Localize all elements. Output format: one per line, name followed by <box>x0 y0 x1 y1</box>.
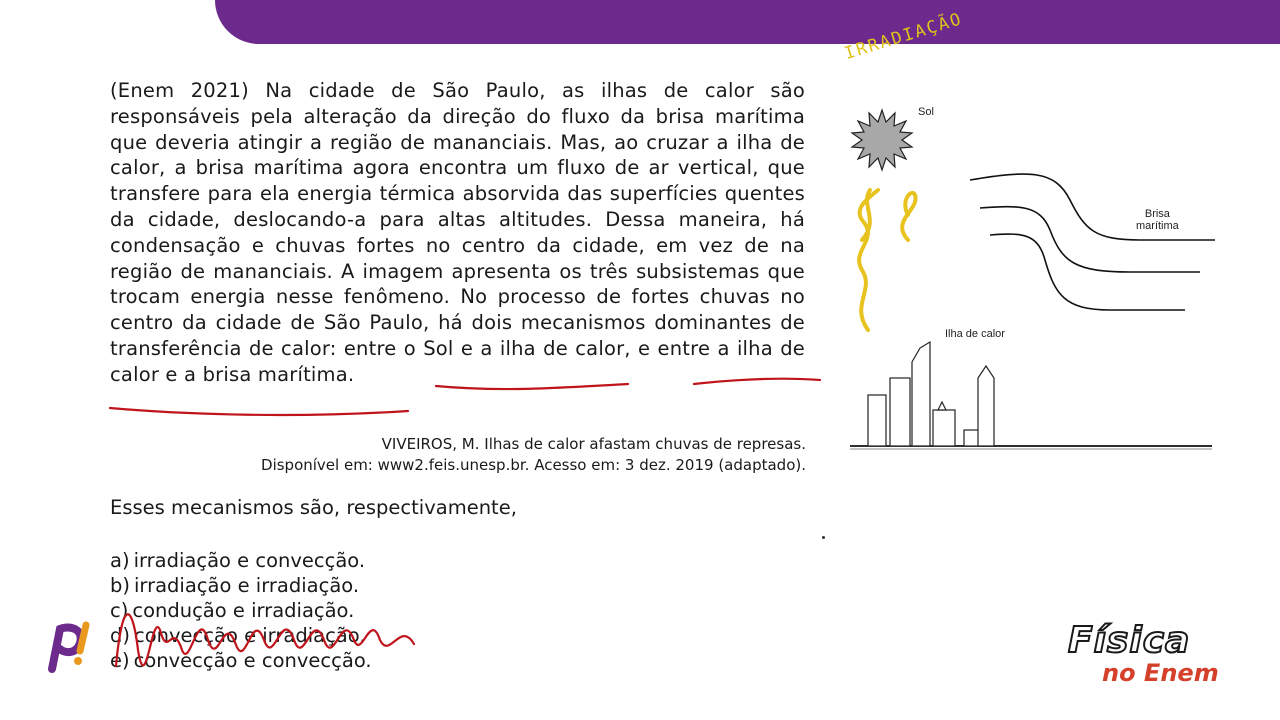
sun-label: Sol <box>918 106 934 118</box>
question-paragraph: (Enem 2021) Na cidade de São Paulo, as ilhas de calor são responsáveis pela alteração da direção do fluxo da brisa marítima que deveria atingir a região de mananciais. Mas, ao cruzar a ilha de calor, a brisa marítima agora encontra um fluxo de ar vertical, que transfere para ela energia térmica absorvida das superfícies quentes da cidade, deslocando-a para altas altitudes. Dessa maneira, há condensação e chuvas fortes no centro da cidade, em vez de na região de mananciais. A imagem apresenta os três subsistemas que trocam energia nesse fenômeno. No processo de fortes chuvas no centro da cidade de São Paulo, há dois mecanismos dominantes de transferência de calor: entre o Sol e a ilha de calor, e entre a ilha de calor e a brisa marítima. <box>110 79 805 386</box>
option-letter: c) <box>110 599 129 622</box>
brand-line-2: no Enem <box>1102 659 1219 687</box>
underline-entre-ilha-2 <box>110 408 408 415</box>
heat-arrows <box>859 190 915 330</box>
option-text: convecção e convecção. <box>133 649 372 672</box>
option-text: irradiação e convecção. <box>133 549 366 572</box>
option-e[interactable] <box>110 648 372 673</box>
handwritten-annotation: IRRADIAÇÃO <box>842 9 966 64</box>
source-citation <box>200 434 806 476</box>
fisica-no-enem-brand <box>1068 622 1219 686</box>
option-text: convecção e irradiação. <box>134 624 366 647</box>
brand-line-1: Física <box>1068 620 1191 661</box>
stray-dot <box>822 536 825 539</box>
breeze-label-line-2: marítima <box>1136 220 1179 232</box>
breeze-label-line-1: Brisa <box>1144 208 1170 220</box>
option-d[interactable] <box>110 623 372 648</box>
option-c[interactable] <box>110 598 372 623</box>
sun-icon <box>852 110 912 170</box>
source-line-1: VIVEIROS, M. Ilhas de calor afastam chuvas de represas. <box>381 435 806 453</box>
option-letter: a) <box>110 549 130 572</box>
option-letter: e) <box>110 649 130 672</box>
question-prompt: Esses mecanismos são, respectivamente, <box>110 496 517 519</box>
option-b[interactable] <box>110 573 372 598</box>
city-buildings <box>868 342 994 446</box>
answer-options <box>110 548 372 673</box>
option-letter: b) <box>110 574 130 597</box>
option-text: irradiação e irradiação. <box>134 574 360 597</box>
source-line-2: Disponível em: www2.feis.unesp.br. Acesso em: 3 dez. 2019 (adaptado). <box>261 456 806 474</box>
heat-island-diagram <box>840 90 1220 460</box>
p-logo-icon <box>42 617 97 677</box>
option-a[interactable] <box>110 548 372 573</box>
option-text: condução e irradiação. <box>132 599 355 622</box>
heat-island-label: Ilha de calor <box>945 328 1005 340</box>
breeze-label <box>1136 208 1179 232</box>
brand-logo-p <box>42 617 97 681</box>
top-banner <box>215 0 1280 44</box>
option-letter: d) <box>110 624 130 647</box>
question-text <box>110 78 805 388</box>
breeze-lines <box>970 174 1215 310</box>
heat-island-figure <box>840 90 1220 460</box>
